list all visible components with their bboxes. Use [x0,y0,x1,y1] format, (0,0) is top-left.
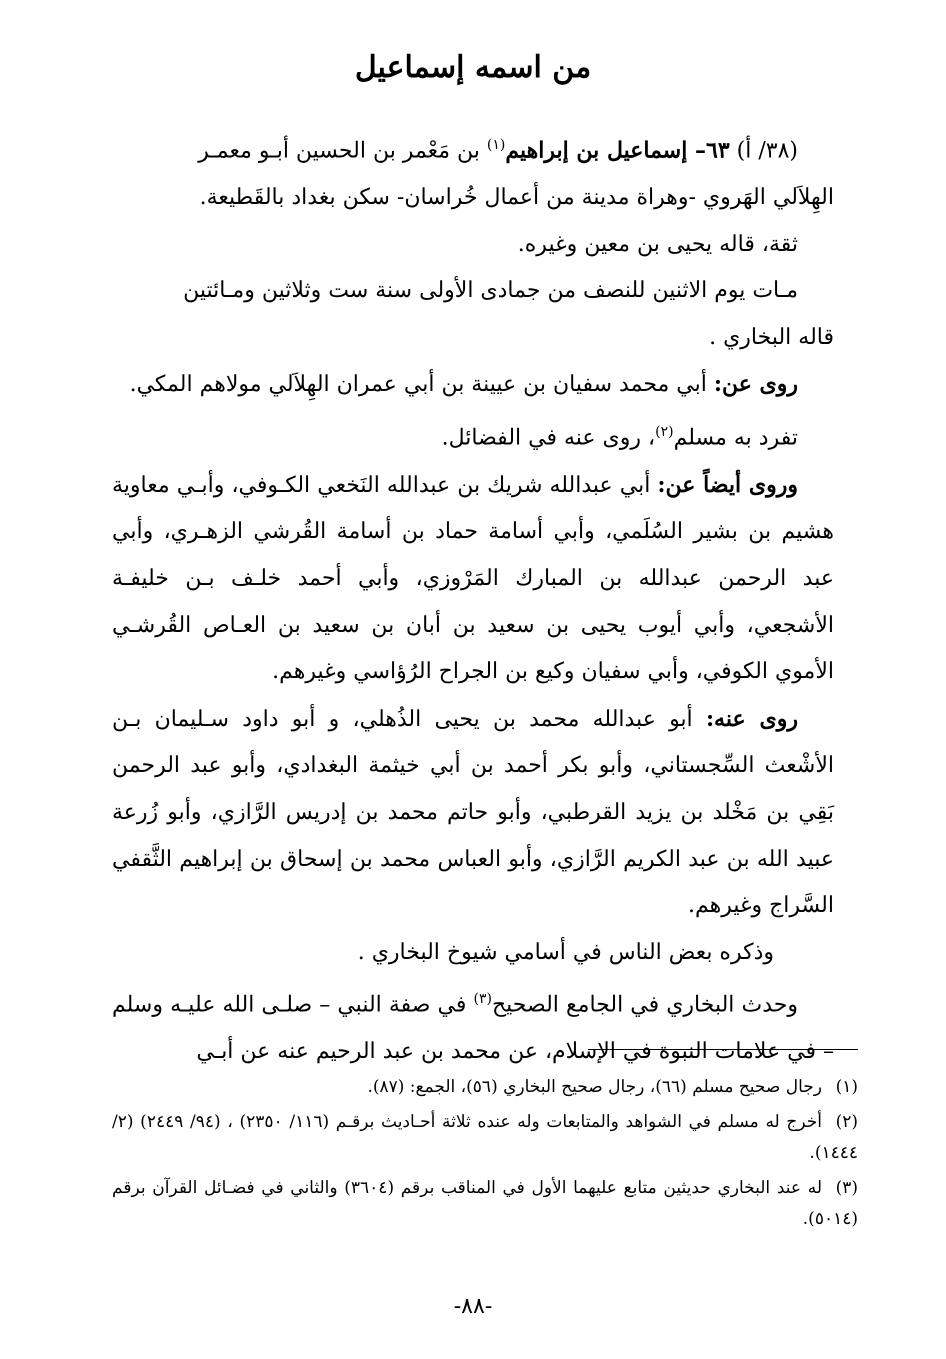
rawa-an-text: أبي محمد سفيان بن عيينة بن أبي عمران الهِلاَلي مولاهم المكي. [129,372,714,398]
footnote-1 [112,1072,858,1103]
rawa-aydan-paragraph [112,462,834,696]
dhikr-line: وذكره بعض الناس في أسامي شيوخ البخاري . [357,939,774,965]
entry-line-1 [112,122,834,175]
footnote-number: (٢) [835,1112,858,1132]
rawa-anhu-label: روى عنه: [705,705,799,732]
entry-line-5: قاله البخاري . [709,324,834,350]
footnote-3 [112,1173,858,1235]
rawa-an-paragraph [112,361,834,409]
main-text [112,122,834,1076]
hadath-paragraph [112,976,834,1076]
footnote-mark-1[interactable]: (١) [486,137,506,153]
footnote-number: (١) [835,1077,858,1097]
entry-line-3: ثقة، قاله يحيى بن معين وغيره. [517,231,798,257]
rawa-aydan-label: وروى أيضاً عن: [657,471,798,498]
tafarrud-text-a: تفرد به مسلم [673,425,798,451]
entry-line-4: مـات يوم الاثنين للنصف من جمادى الأولى سنة ست وثلاثين ومـائتين [183,278,798,304]
page-title: من اسمه إسماعيل [354,50,592,85]
footnote-text: أخرج له مسلم في الشواهد والمتابعات وله عنده ثلاثة أحـاديث برقـم (١١٦/ ٢٣٥٠) ، (٩٤/ ٢٤٤٩) (٢/ ١٤٤٤). [112,1112,858,1163]
rawa-anhu-paragraph [112,696,834,930]
rawa-anhu-text: أبو عبدالله محمد بن يحيى الذُهلي، و أبو داود سـليمان بـن الأشْعث السِّجستاني، وأبو بكر أحمد بن أبي خيثمة البغدادي، وأبو عبد الرحمن بَقِي بن مَخْلد بن يزيد القرطبي، وأبو حاتم محمد بن إدريس الرَّازي، وأبو زُرعة عبيد الله بن عبد الكريم الرَّازي، وأبو العباس محمد بن إسحاق بن إبراهيم الثَّقفي السَّراج وغيرهم. [112,706,834,919]
tafarrud-line [112,409,834,462]
footnote-2 [112,1107,858,1169]
footnote-mark-3[interactable]: (٣) [473,991,492,1008]
rawa-an-label: روى عن: [713,371,798,398]
footnote-divider [588,1049,858,1050]
page-number: -٨٨- [453,1294,493,1319]
footnote-text: له عند البخاري حديثين متابع عليهما الأول في المناقب برقم (٣٦٠٤) والثاني في فضـائل القرآن برقم (٥٠١٤). [112,1178,858,1229]
entry-line-1-rest: بن مَعْمر بن الحسين أبـو معمـر [198,138,487,164]
footnotes [112,1072,858,1239]
hadath-text-b: في صفة النبي – صلـى الله عليـه وسلم – في علامات النبوة في الإسلام، عن محمد بن عبد الرحيم عنه عن أبـي [112,992,834,1065]
entry-number-name: ٦٣– إسماعيل بن إبراهيم [505,137,730,164]
hadath-text-a: وحدث البخاري في الجامع الصحيح [491,992,798,1018]
folio-ref: (٣٨/ أ) [736,138,798,164]
rawa-aydan-text: أبي عبدالله شريك بن عبدالله النَخعي الكـوفي، وأبـي معاوية هشيم بن بشير السُلَمي، وأبي أسامة حماد بن أسامة القُرشي الزهـري، وأبي عبد الرحمن عبدالله بن المبارك المَرْوزي، وأبي أحمد خلـف بـن خليفـة الأشجعي، وأبي أيوب يحيى بن سعيد بن أبان بن سعيد بن العـاص القُرشـي الأموي الكوفي، وأبي سفيان وكيع بن الجراح الرُؤاسي وغيرهم. [112,472,834,685]
entry-line-2: الهِلاَلي الهَروي -وهراة مدينة من أعمال خُراسان- سكن بغداد بالقَطيعة. [199,184,834,210]
footnote-mark-2[interactable]: (٢) [655,423,674,440]
footnote-text: رجال صحيح مسلم (٦٦)، رجال صحيح البخاري (٥٦)، الجمع: (٨٧). [367,1077,822,1097]
footnote-number: (٣) [835,1178,858,1198]
tafarrud-text-b: ، روى عنه في الفضائل. [441,425,656,451]
